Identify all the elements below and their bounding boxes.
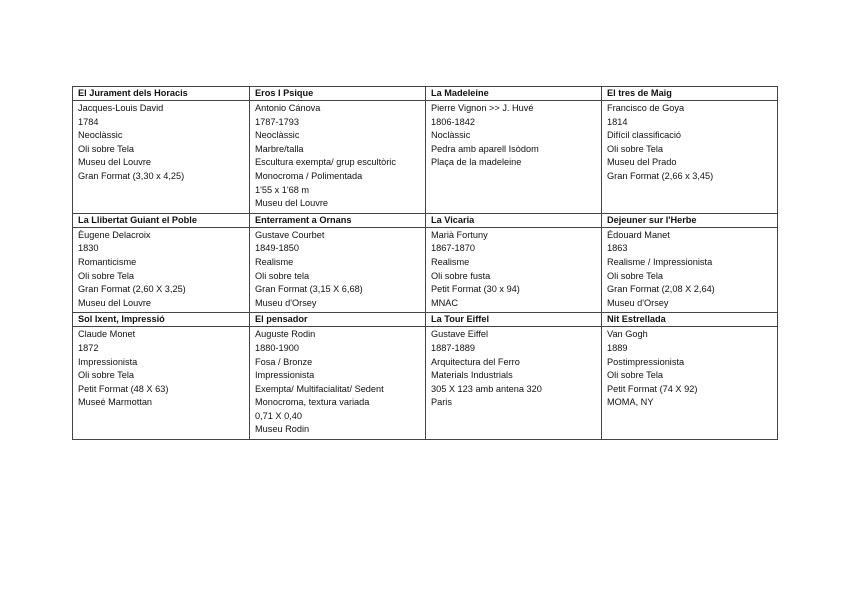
detail-line: Oli sobre Tela <box>78 143 135 154</box>
detail-line: Realisme <box>431 256 470 267</box>
detail-line: Materials Industrials <box>431 370 513 381</box>
detail-line: Difícil classificació <box>607 130 682 141</box>
detail-line: Romanticisme <box>78 256 137 267</box>
detail-line: Pedra amb aparell Isòdom <box>431 143 539 154</box>
detail-line: Petit Format (48 X 63) <box>78 383 169 394</box>
detail-line: Monocroma / Polimentada <box>255 170 363 181</box>
artwork-title-cell: El tres de Maig <box>602 87 778 101</box>
detail-line: Marià Fortuny <box>431 229 488 240</box>
detail-line: 1784 <box>78 116 99 127</box>
artwork-details-cell <box>426 101 602 214</box>
detail-line: Paris <box>431 397 452 408</box>
detail-line: Fosa / Bronze <box>255 356 313 367</box>
detail-line: MOMA, NY <box>607 397 654 408</box>
detail-line: Auguste Rodin <box>255 329 316 340</box>
detail-line: 1863 <box>607 243 628 254</box>
detail-line: Gran Format (3,30 x 4,25) <box>78 170 185 181</box>
detail-line: Realisme / Impressionista <box>607 256 713 267</box>
artwork-title-cell: Eros I Psique <box>250 87 426 101</box>
artwork-title-cell: Nit Estrellada <box>602 313 778 327</box>
table-header-row <box>73 213 778 227</box>
detail-line: Postimpressionista <box>607 356 685 367</box>
detail-line: Francisco de Goya <box>607 103 685 113</box>
detail-line: 1806-1842 <box>431 116 475 127</box>
detail-line: Museu Rodin <box>255 424 310 435</box>
detail-line: 1880-1900 <box>255 342 299 353</box>
artwork-details-cell <box>250 227 426 313</box>
table-row <box>73 227 778 313</box>
detail-line: Oli sobre Tela <box>607 270 664 281</box>
detail-line: Pierre Vignon >> J. Huvé <box>431 103 534 113</box>
detail-line: Museé Marmottan <box>78 397 153 408</box>
table-header-row <box>73 87 778 101</box>
detail-line: Neoclàssic <box>255 130 300 141</box>
artwork-title-cell: Enterrament a Ornans <box>250 213 426 227</box>
detail-line: Noclàssic <box>431 130 471 141</box>
detail-line: Oli sobre tela <box>255 270 310 281</box>
detail-line: Museu d'Orsey <box>607 297 669 308</box>
detail-line: Gran Format (2,60 X 3,25) <box>78 284 186 295</box>
detail-line: Marbre/talla <box>255 143 304 154</box>
artwork-details-cell <box>250 327 426 440</box>
detail-line: Oli sobre fusta <box>431 270 491 281</box>
artworks-table <box>72 86 778 440</box>
detail-line: 1830 <box>78 243 99 254</box>
detail-line: Oli sobre Tela <box>78 370 135 381</box>
detail-line: 1787-1793 <box>255 116 299 127</box>
artwork-details-cell <box>426 227 602 313</box>
detail-line: Édouard Manet <box>607 229 670 240</box>
detail-line: Oli sobre Tela <box>78 270 135 281</box>
detail-line: Oli sobre Tela <box>607 370 664 381</box>
table-row <box>73 101 778 214</box>
detail-line: Arquitectura del Ferro <box>431 356 520 367</box>
artwork-details-cell <box>602 327 778 440</box>
table-row <box>73 327 778 440</box>
artwork-title-cell: La Tour Eiffel <box>426 313 602 327</box>
detail-line: 1'55 x 1'68 m <box>255 184 310 195</box>
detail-line: Claude Monet <box>78 329 136 340</box>
detail-line: Petit Format (74 X 92) <box>607 383 698 394</box>
detail-line: Èugene Delacroix <box>78 229 151 240</box>
detail-line: Impressionista <box>255 370 315 381</box>
artwork-title-cell: La Vicaria <box>426 213 602 227</box>
detail-line: Van Gogh <box>607 329 648 340</box>
detail-line: Museu del Louvre <box>255 198 329 209</box>
detail-line: Museu del Louvre <box>78 297 152 308</box>
detail-line: Jacques-Louis David <box>78 103 164 113</box>
detail-line: Gustave Courbet <box>255 229 325 240</box>
artwork-details-cell <box>73 101 250 214</box>
detail-line: Impressionista <box>78 356 138 367</box>
detail-line: Museu d'Orsey <box>255 297 317 308</box>
detail-line: 1889 <box>607 342 628 353</box>
artwork-details-cell <box>73 227 250 313</box>
detail-line: 1872 <box>78 342 99 353</box>
detail-line: 1887-1889 <box>431 342 475 353</box>
detail-line: Gran Format (2,66 x 3,45) <box>607 170 714 181</box>
table-header-row <box>73 313 778 327</box>
detail-line: 305 X 123 amb antena 320 <box>431 383 542 394</box>
detail-line: 0,71 X 0,40 <box>255 410 302 421</box>
detail-line: Oli sobre Tela <box>607 143 664 154</box>
detail-line: 1849-1850 <box>255 243 299 254</box>
detail-line: Museu del Louvre <box>78 157 152 168</box>
artwork-title-cell: Sol Ixent, Impressió <box>73 313 250 327</box>
artwork-title-cell: La Llibertat Guiant el Poble <box>73 213 250 227</box>
detail-line: MNAC <box>431 297 459 308</box>
detail-line: Gustave Eiffel <box>431 329 489 340</box>
artwork-details-cell <box>73 327 250 440</box>
detail-line: Antonio Cánova <box>255 103 321 113</box>
detail-line: Neoclàssic <box>78 130 123 141</box>
detail-line: Museu del Prado <box>607 157 677 168</box>
detail-line: 1867-1870 <box>431 243 475 254</box>
artwork-title-cell: El Jurament dels Horacis <box>73 87 250 101</box>
artwork-title-cell: Dejeuner sur l'Herbe <box>602 213 778 227</box>
detail-line: 1814 <box>607 116 628 127</box>
detail-line: Exempta/ Multifacialitat/ Sedent <box>255 383 384 394</box>
detail-line: Plaça de la madeleine <box>431 157 522 168</box>
artwork-details-cell <box>426 327 602 440</box>
detail-line: Monocroma, textura variada <box>255 397 370 408</box>
detail-line: Realisme <box>255 256 294 267</box>
artwork-details-cell <box>250 101 426 214</box>
detail-line: Escultura exempta/ grup escultòric <box>255 157 396 168</box>
detail-line: Petit Format (30 x 94) <box>431 284 520 295</box>
artwork-title-cell: La Madeleine <box>426 87 602 101</box>
artwork-title-cell: El pensador <box>250 313 426 327</box>
detail-line: Gran Format (3,15 X 6,68) <box>255 284 363 295</box>
artwork-details-cell <box>602 101 778 214</box>
artwork-details-cell <box>602 227 778 313</box>
detail-line: Gran Format (2,08 X 2,64) <box>607 284 715 295</box>
